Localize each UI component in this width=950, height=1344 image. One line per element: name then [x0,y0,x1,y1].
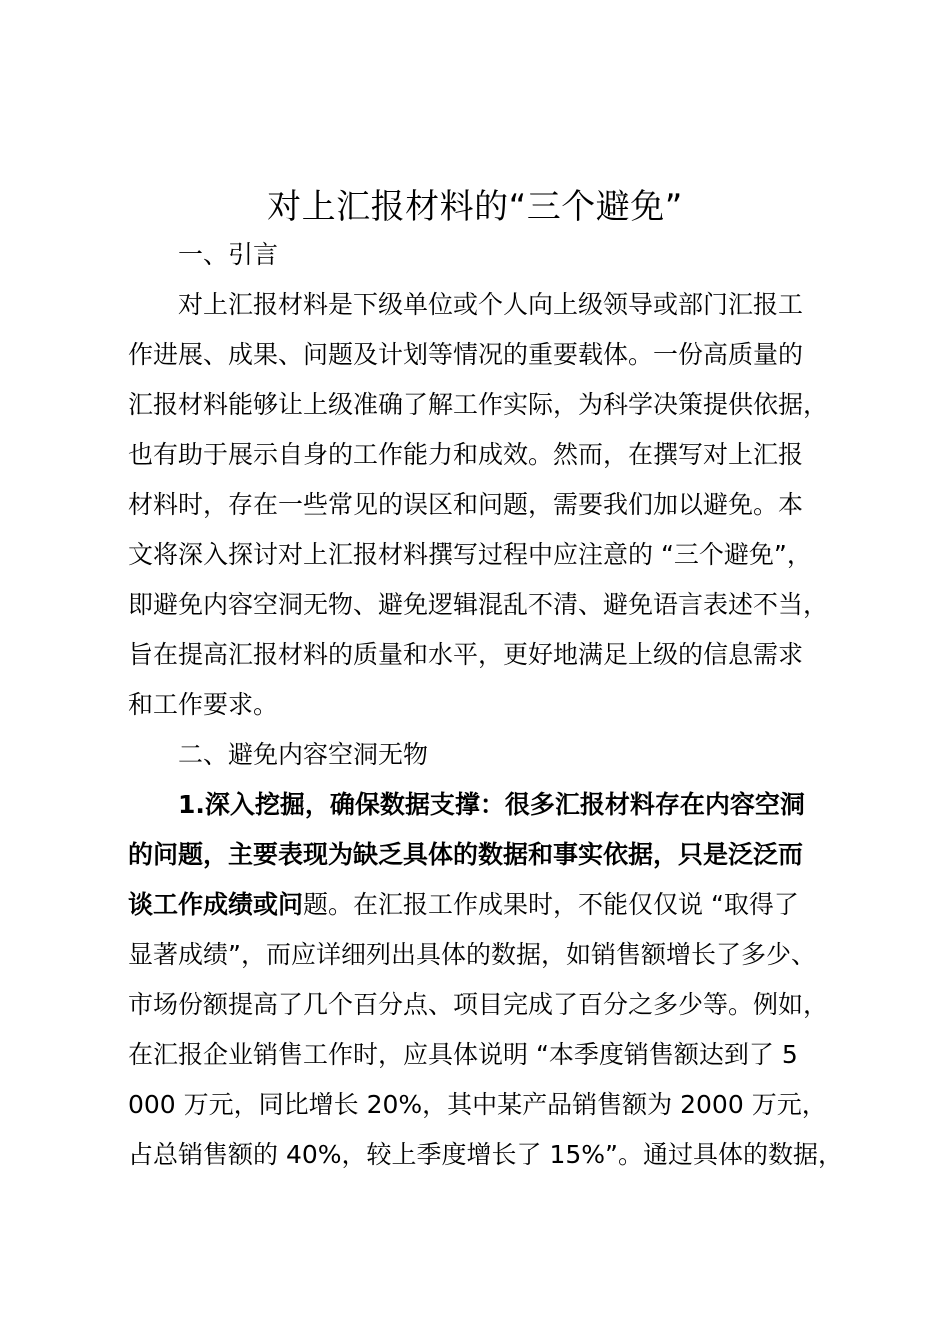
bold-text: 谈工作成绩或问 [128,890,304,919]
paragraph-line [128,780,858,830]
paragraph-line: 即避免内容空洞无物、避免逻辑混乱不清、避免语言表述不当， [128,590,829,619]
paragraph-line [128,1130,858,1180]
paragraph-line: 作进展、成果、问题及计划等情况的重要载体。一份高质量的 [128,340,804,369]
paragraph-line: 旨在提高汇报材料的质量和水平，更好地满足上级的信息需求 [128,640,804,669]
bold-text: 1.深入挖掘，确保数据支撑：很多汇报材料存在内容空洞 [178,790,805,819]
normal-text: 000 万元，同比增长 20%，其中某产品销售额为 2000 万元， [128,1090,827,1119]
paragraph-line [128,930,858,980]
bold-text: 的问题，主要表现为缺乏具体的数据和事实依据，只是泛泛而 [128,840,804,869]
paragraph-line [128,1030,858,1080]
normal-text: 市场份额提高了几个百分点、项目完成了百分之多少等。例如， [128,990,829,1019]
normal-text: 占总销售额的 40%，较上季度增长了 15%”。通过具体的数据， [128,1140,843,1169]
section-heading-avoid-empty-content: 二、避免内容空洞无物 [178,740,429,769]
normal-text: 题。在汇报工作成果时，不能仅仅说 “取得了 [303,890,799,919]
paragraph-line: 汇报材料能够让上级准确了解工作实际，为科学决策提供依据， [128,390,829,419]
intro-paragraph [128,280,858,730]
paragraph-line: 也有助于展示自身的工作能力和成效。然而，在撰写对上汇报 [128,440,804,469]
paragraph-line: 文将深入探讨对上汇报材料撰写过程中应注意的 “三个避免”， [128,540,812,569]
normal-text: 在汇报企业销售工作时，应具体说明 “本季度销售额达到了 5 [128,1040,798,1069]
paragraph-line [128,980,858,1030]
paragraph-line: 和工作要求。 [128,690,279,719]
paragraph-line [128,830,858,880]
section2-paragraph [128,780,858,1180]
document-body [128,230,858,1180]
paragraph-line: 对上汇报材料是下级单位或个人向上级领导或部门汇报工 [178,290,804,319]
paragraph-line: 材料时，存在一些常见的误区和问题，需要我们加以避免。本 [128,490,804,519]
section-heading-intro: 一、引言 [178,240,279,269]
paragraph-line [128,1080,858,1130]
document-title: 对上汇报材料的“三个避免” [267,187,683,227]
paragraph-line [128,880,858,930]
normal-text: 显著成绩”，而应详细列出具体的数据，如销售额增长了多少、 [128,940,816,969]
